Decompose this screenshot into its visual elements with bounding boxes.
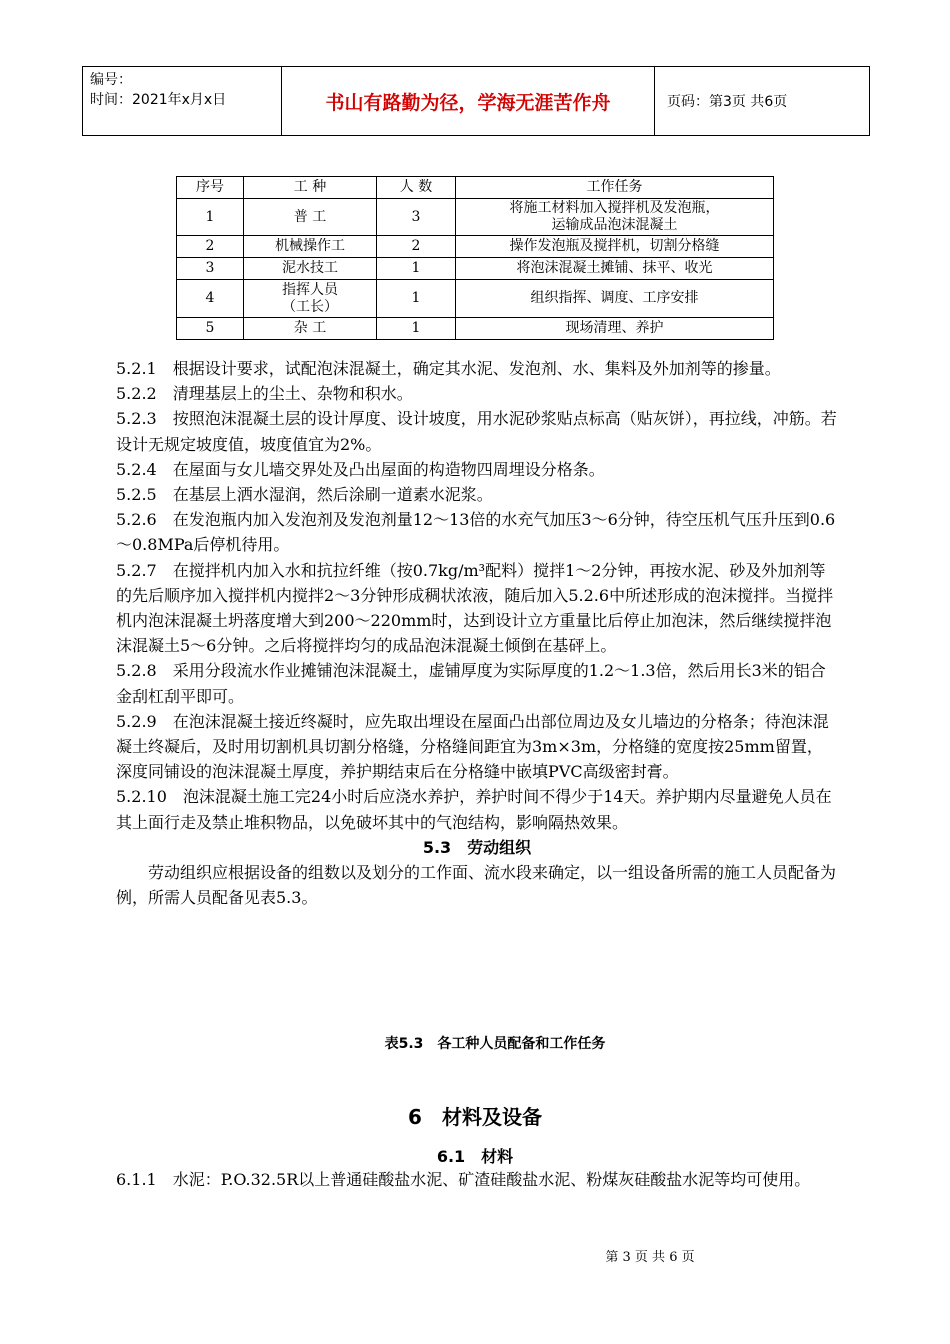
table-header-row xyxy=(177,177,774,199)
row-task: 组织指挥、调度、工序安排 xyxy=(456,280,774,318)
row-no: 3 xyxy=(177,258,244,280)
header-motto: 书山有路勤为径，学海无涯苦作舟 xyxy=(282,67,655,135)
row-type: 机械操作工 xyxy=(244,236,377,258)
section-6-1-title: 6.1 材料 xyxy=(436,1147,514,1166)
row-task: 将泡沫混凝土摊铺、抹平、收光 xyxy=(456,258,774,280)
body-text xyxy=(116,356,838,910)
table-row xyxy=(177,236,774,258)
row-task-line: 运输成品泡沫混凝土 xyxy=(551,217,678,233)
row-count: 3 xyxy=(377,199,456,236)
row-type-line: 指挥人员 xyxy=(282,281,338,298)
row-task-line: 将施工材料加入搅拌机及发泡瓶， xyxy=(509,200,720,216)
staff-table xyxy=(176,176,774,340)
paragraph-5-2-10: 5.2.10 泡沫混凝土施工完24小时后应浇水养护，养护时间不得少于14天。养护期内尽量避免人员在其上面行走及禁止堆积物品，以免破坏其中的气泡结构，影响隔热效果。 xyxy=(116,787,832,832)
row-type: 杂 工 xyxy=(244,318,377,340)
row-type-line: （工长） xyxy=(282,298,338,315)
section-5-3-title: 5.3 劳动组织 xyxy=(422,837,532,857)
row-count: 1 xyxy=(377,280,456,318)
header-meta xyxy=(83,67,282,135)
paragraph-5-2-5: 5.2.5 在基层上洒水湿润，然后涂刷一道素水泥浆。 xyxy=(116,485,493,505)
row-count: 1 xyxy=(377,318,456,340)
page-footer: 第 3 页 共 6 页 xyxy=(605,1250,695,1265)
col-type-header: 工 种 xyxy=(244,177,377,199)
paragraph-5-2-8: 5.2.8 采用分段流水作业摊铺泡沫混凝土，虚铺厚度为实际厚度的1.2～1.3倍，然后用长3米的铝合金刮杠刮平即可。 xyxy=(116,661,826,706)
row-task: 现场清理、养护 xyxy=(456,318,774,340)
paragraph-6-1-1: 6.1.1 水泥：P.O.32.5R以上普通硅酸盐水泥、矿渣硅酸盐水泥、粉煤灰硅酸盐水泥等均可使用。 xyxy=(116,1170,811,1189)
paragraph-5-2-7: 5.2.7 在搅拌机内加入水和抗拉纤维（按0.7kg/m³配料）搅拌1～2分钟，再按水泥、砂及外加剂等的先后顺序加入搅拌机内搅拌2～3分钟形成稠状浓液，随后加入5.2.6中所述形成的泡沫搅拌。当搅拌机内泡沫混凝土坍落度增大到200～220mm时，达到设计立方重量比后停止加泡沫，然后继续搅拌泡沫混凝土5～6分钟。之后将搅拌均匀的成品泡沫混凝土倾倒在基砰上。 xyxy=(116,560,834,656)
paragraph-5-2-4: 5.2.4 在屋面与女儿墙交界处及凸出屋面的构造物四周埋设分格条。 xyxy=(116,459,605,479)
col-task-header: 工作任务 xyxy=(456,177,774,199)
row-count: 2 xyxy=(377,236,456,258)
table-row xyxy=(177,280,774,318)
table-row xyxy=(177,318,774,340)
table-caption: 表5.3 各工种人员配备和工作任务 xyxy=(384,1036,606,1052)
section-5-3-text: 劳动组织应根据设备的组数以及划分的工作面、流水段来确定，以一组设备所需的施工人员配备为例，所需人员配备见表5.3。 xyxy=(116,863,837,908)
col-no-header: 序号 xyxy=(177,177,244,199)
row-task xyxy=(456,199,774,236)
time-label: 时间：2021年x月x日 xyxy=(90,92,227,108)
table-row xyxy=(177,199,774,236)
paragraph-5-2-2: 5.2.2 清理基层上的尘土、杂物和积水。 xyxy=(116,384,413,404)
page-header xyxy=(82,66,870,136)
header-page-info: 页码：第3页 共6页 xyxy=(667,94,788,110)
row-type xyxy=(244,280,377,318)
paragraph-5-2-3: 5.2.3 按照泡沫混凝土层的设计厚度、设计坡度，用水泥砂浆贴点标高（贴灰饼），再拉线，冲筋。若设计无规定坡度值，坡度值宜为2%。 xyxy=(116,409,837,454)
row-no: 1 xyxy=(177,199,244,236)
row-no: 4 xyxy=(177,280,244,318)
number-label: 编号： xyxy=(90,72,132,88)
row-no: 2 xyxy=(177,236,244,258)
row-count: 1 xyxy=(377,258,456,280)
paragraph-5-2-6: 5.2.6 在发泡瓶内加入发泡剂及发泡剂量12～13倍的水充气加压3～6分钟，待空压机气压升压到0.6～0.8MPa后停机待用。 xyxy=(116,510,836,555)
row-task: 操作发泡瓶及搅拌机，切割分格缝 xyxy=(456,236,774,258)
row-type: 普 工 xyxy=(244,199,377,236)
section-6-title: 6 材料及设备 xyxy=(408,1105,542,1129)
paragraph-5-2-9: 5.2.9 在泡沫混凝土接近终凝时，应先取出埋设在屋面凸出部位周边及女儿墙边的分格条；待泡沫混凝土终凝后，及时用切割机具切割分格缝，分格缝间距宜为3m×3m，分格缝的宽度按25mm留置，深度同铺设的泡沫混凝土厚度，养护期结束后在分格缝中嵌填PVC高级密封膏。 xyxy=(116,711,829,782)
row-no: 5 xyxy=(177,318,244,340)
row-type: 泥水技工 xyxy=(244,258,377,280)
paragraph-5-2-1: 5.2.1 根据设计要求，试配泡沫混凝土，确定其水泥、发泡剂、水、集料及外加剂等的掺量。 xyxy=(116,359,781,378)
table-row xyxy=(177,258,774,280)
col-count-header: 人 数 xyxy=(377,177,456,199)
